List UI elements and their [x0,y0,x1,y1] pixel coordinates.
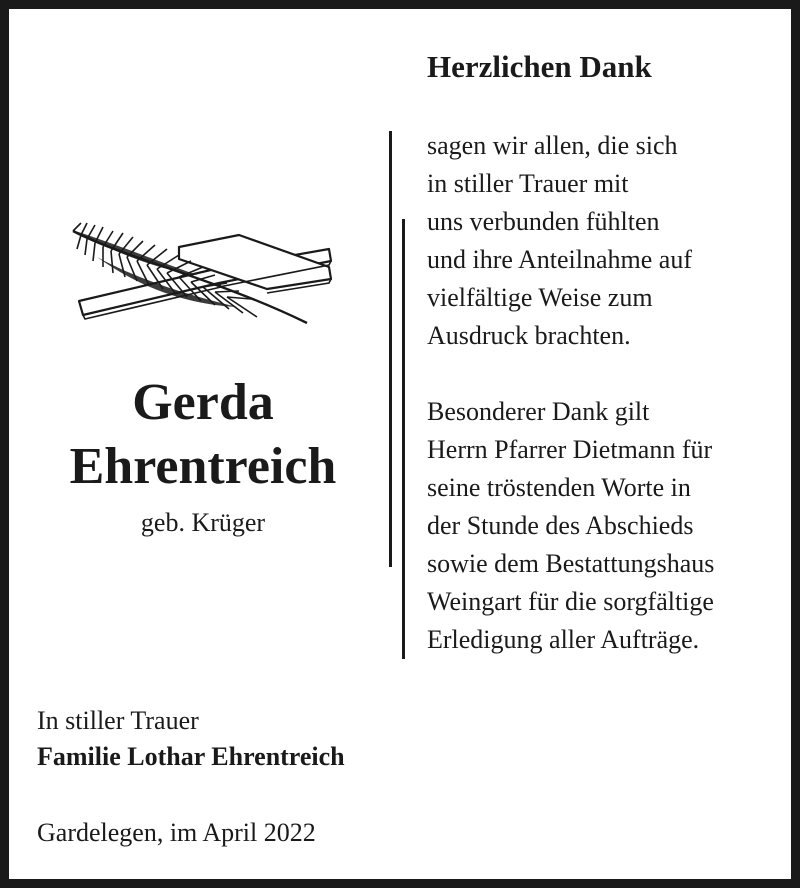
thanks-line: uns verbunden fühlten [427,207,660,236]
deceased-birth-name: geb. Krüger [140,508,266,537]
thanks-line: Erledigung aller Aufträge. [427,625,700,654]
vertical-divider [389,131,392,567]
thanks-line: seine tröstenden Worte in [427,473,691,502]
thanks-line: der Stunde des Abschieds [427,511,694,540]
family-name: Familie Lothar Ehrentreich [37,742,345,771]
thanks-text [427,127,787,659]
thanks-line: vielfältige Weise zum [427,283,653,312]
place-and-date: Gardelegen, im April 2022 [37,818,316,847]
thanks-line: Besonderer Dank gilt [427,397,650,426]
deceased-name-block [29,371,377,543]
heading-thanks: Herzlichen Dank [427,49,652,84]
thanks-line: und ihre Anteilnahme auf [427,245,692,274]
vertical-divider-secondary [402,219,405,659]
deceased-first-name: Gerda [132,374,274,431]
thanks-line: sagen wir allen, die sich [427,131,678,160]
deceased-last-name: Ehrentreich [69,438,337,495]
thanks-line: Ausdruck brachten. [427,321,631,350]
thanks-line: in stiller Trauer mit [427,169,629,198]
paragraph-gap [427,355,787,393]
cross-with-palm-branch-icon [67,219,337,329]
thanks-line: sowie dem Bestattungshaus [427,549,715,578]
mourning-line: In stiller Trauer [37,706,199,735]
thanks-line: Weingart für die sorgfältige [427,587,714,616]
thanks-line: Herrn Pfarrer Dietmann für [427,435,713,464]
